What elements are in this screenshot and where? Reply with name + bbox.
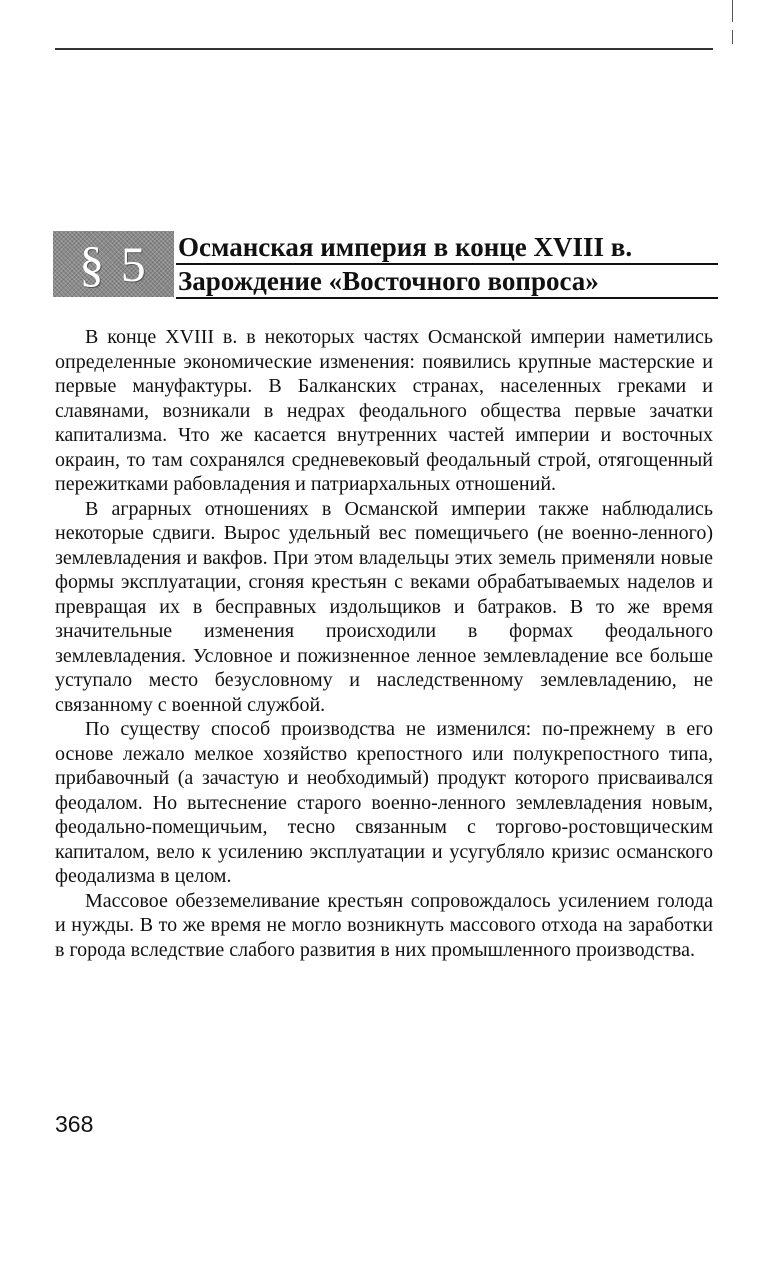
paragraph: В конце XVIII в. в некоторых частях Османской империи наметились определенные экономические изменения: появились крупные мастерские и первые мануфактуры. В Балканских странах, населенных греками и славянами, возникали в недрах феодального общества первые зачатки капитализма. Что же касается внутренних частей империи и восточных окраин, то там сохранялся средневековый феодальный строй, отягощенный пережитками рабовладения и патриархальных отношений. (55, 326, 713, 495)
section-number: § 5 (79, 236, 148, 292)
paragraph: В аграрных отношениях в Османской империи также наблюдались некоторые сдвиги. Вырос удельный вес помещичьего (не военно-ленного) землевладения и вакфов. При этом владельцы этих земель применяли новые формы эксплуатации, сгоняя крестьян с веками обрабатываемых наделов и превращая их в бесправных издольщиков и батраков. В то же время значительные изменения происходили в формах феодального землевладения. Условное и пожизненное ленное землевладение все больше уступало место безусловному и наследственному землевладению, не связанному с военной службой. (55, 497, 713, 716)
section-title-line-2: Зарождение «Восточного вопроса» (176, 265, 718, 299)
section-title-line-1: Османская империя в конце XVIII в. (176, 231, 718, 265)
body-text (55, 325, 713, 962)
page-number: 368 (55, 1111, 94, 1137)
paragraph: Массовое обезземеливание крестьян сопровождалось усилением голода и нужды. В то же время не могло возникнуть массового отхода на заработки в города вследствие слабого развития в них промышленного производства. (55, 889, 713, 961)
section-heading (53, 231, 718, 297)
section-title (176, 231, 718, 299)
top-rule (55, 48, 713, 50)
paragraph: По существу способ производства не изменился: по-прежнему в его основе лежало мелкое хозяйство крепостного или полукрепостного типа, прибавочный (а зачастую и необходимый) продукт которого присваивался феодалом. Но вытеснение старого военно-ленного землевладения новым, феодально-помещичьим, тесно связанным с торгово-ростовщическим капиталом, вело к усилению эксплуатации и усугубляло кризис османского феодализма в целом. (55, 718, 713, 887)
scan-edge-mark (732, 30, 733, 44)
section-badge (53, 231, 174, 297)
scan-edge-mark (732, 0, 733, 22)
